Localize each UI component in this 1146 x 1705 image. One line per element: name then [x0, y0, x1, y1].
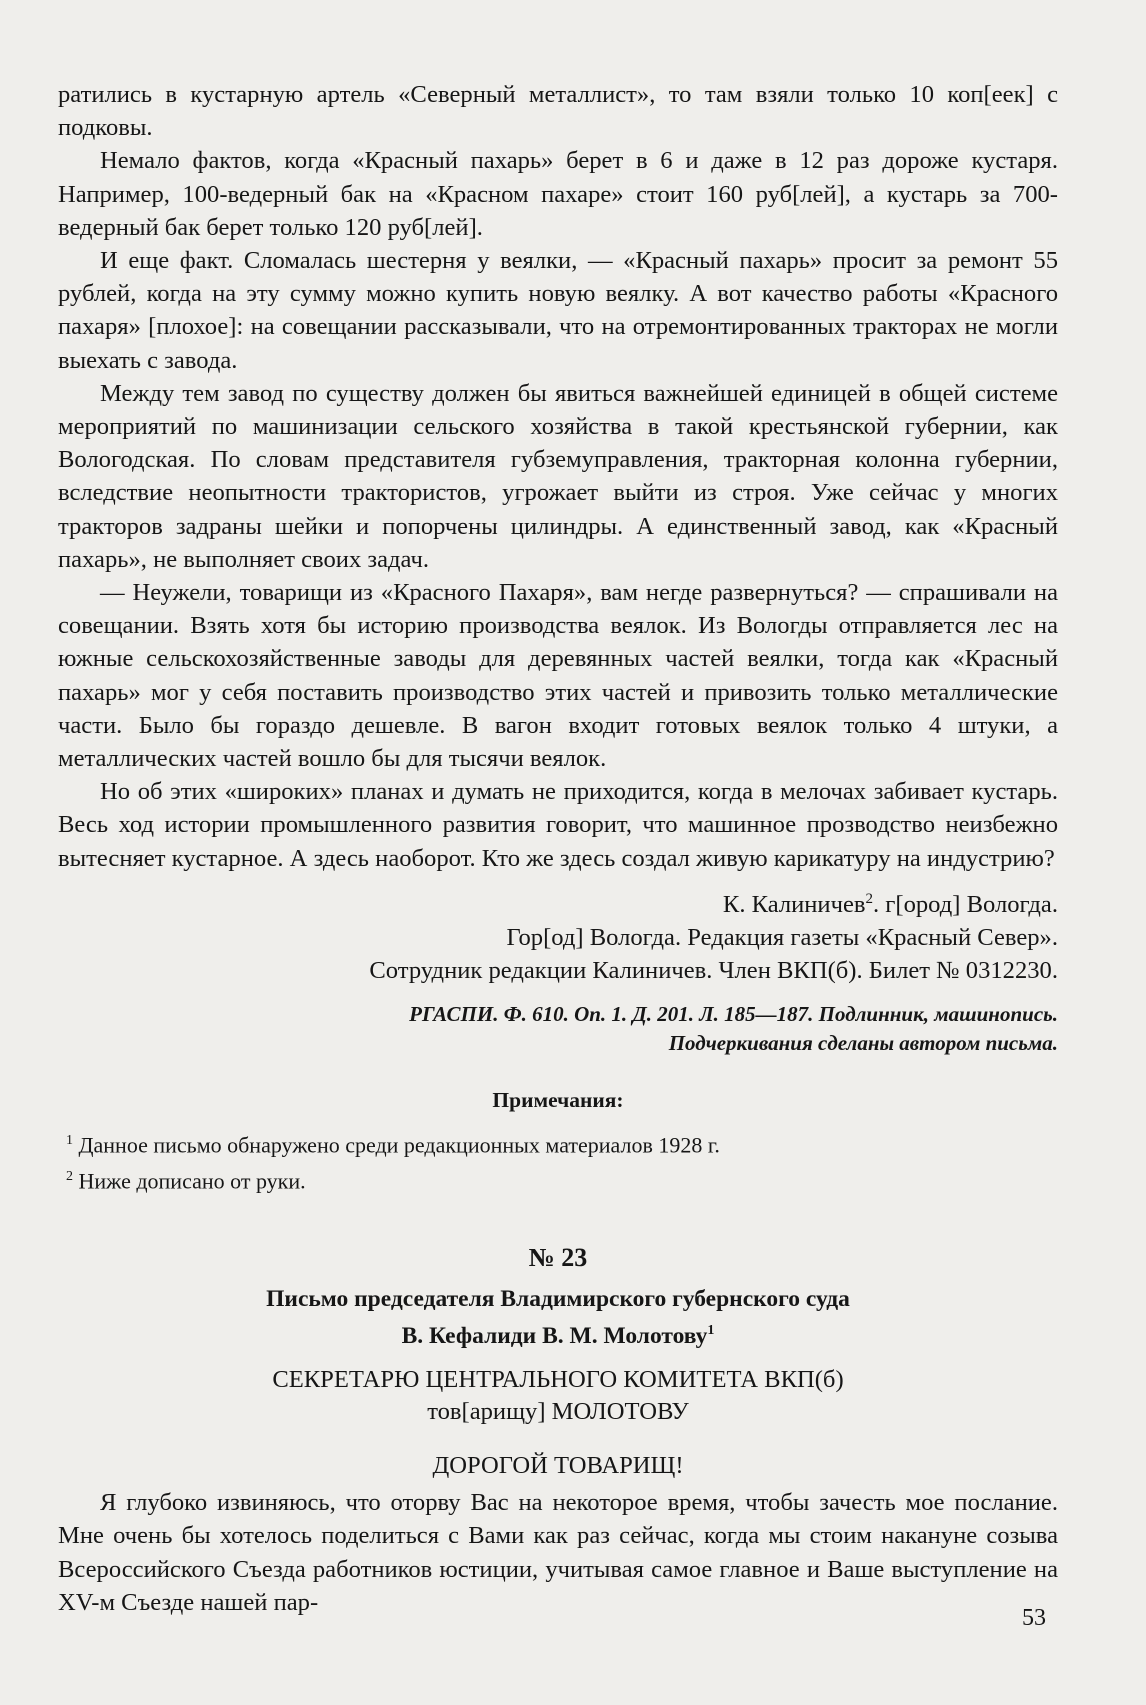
page-number: 53: [1022, 1605, 1046, 1631]
document-title-footnote-marker: 1: [707, 1323, 715, 1339]
signature-line-3: Сотрудник редакции Калиничев. Член ВКП(б). Билет № 0312230.: [369, 957, 1058, 985]
signature-author: К. Калиничев: [722, 891, 866, 919]
note-2-marker: 2: [66, 1169, 73, 1184]
document-title-names: В. Кефалиди В. М. Молотову: [401, 1323, 708, 1350]
paragraph-4: Между тем завод по существу должен бы явиться важнейшей единицей в общей системе мероприятий по машинизации сельского хозяйства в такой крестьянской губернии, как Вологодская. По словам представителя губземуправления, тракторная колонна губернии, вследствие неопытности трактористов, угрожает выйти из строя. Уже сейчас у многих тракторов задраны шейки и попорчены цилиндры. А единственный завод, как «Красный пахарь», не выполняет своих задач.: [58, 379, 1058, 573]
note-1-text: Данное письмо обнаружено среди редакционных материалов 1928 г.: [78, 1132, 720, 1157]
salutation: ДОРОГОЙ ТОВАРИЩ!: [432, 1452, 684, 1480]
note-2: [66, 1161, 1058, 1197]
document-title-line-1: Письмо председателя Владимирского губернского суда: [266, 1286, 850, 1313]
note-1-marker: 1: [66, 1132, 73, 1148]
paragraph-1: ратились в кустарную артель «Северный металлист», то там взяли только 10 коп[еек] с подковы.: [58, 81, 1058, 142]
paragraph-6: Но об этих «широких» планах и думать не приходится, когда в мелочах забивает кустарь. Весь ход истории промышленного развития говорит, что машинное прозводство неизбежно вытесняет кустарное. А здесь наоборот. Кто же здесь создал живую карикатуру на индустрию?: [58, 778, 1058, 872]
document-page: [58, 78, 1058, 1619]
underline-note: Подчеркивания сделаны автором письма.: [668, 1030, 1058, 1055]
letter-body-paragraph: Я глубоко извиняюсь, что оторву Вас на некоторое время, чтобы зачесть мое послание. Мне очень бы хотелось поделиться с Вами как раз сейчас, когда мы стоим накануне созыва Всероссийского Съезда работников юстиции, учитывая самое главное и Ваше выступление на XV-м Съезде нашей пар-: [58, 1489, 1058, 1616]
paragraph-5: — Неужели, товарищи из «Красного Пахаря», вам негде развернуться? — спрашивали на совещании. Взять хотя бы историю производства веялок. Из Вологды отправляется лес на южные сельскохозяйственные заводы для деревянных частей веялки, тогда как «Красный пахарь» мог у себя поставить производство этих частей и привозить только металлические части. Было бы гораздо дешевле. В вагон входит готовых веялок только 4 штуки, а металлических частей вошло бы для тысячи веялок.: [58, 579, 1058, 773]
signature-line-1: [58, 883, 1058, 921]
document-title-line-2: [58, 1315, 1058, 1352]
footnote-marker-2: 2: [865, 890, 873, 907]
paragraph-2: Немало фактов, когда «Красный пахарь» берет в 6 и даже в 12 раз дороже кустаря. Например, 100-ведерный бак на «Красном пахаре» стоит 160 руб[лей], а кустарь за 700-ведерный бак берет только 120 руб[лей].: [58, 147, 1058, 241]
note-1: [66, 1125, 1058, 1161]
notes-heading: Примечания:: [492, 1087, 624, 1112]
note-2-text: Ниже дописано от руки.: [78, 1168, 306, 1194]
archive-source: РГАСПИ. Ф. 610. Оп. 1. Д. 201. Л. 185—187. Подлинник, машинопись.: [409, 1001, 1058, 1026]
signature-city: . г[ород] Вологда.: [873, 891, 1058, 919]
signature-line-2: Гор[од] Вологда. Редакция газеты «Красный Север».: [506, 924, 1058, 952]
document-number: № 23: [528, 1243, 588, 1273]
addressee-line-2: тов[арищу] МОЛОТОВУ: [427, 1398, 689, 1426]
addressee-line-1: СЕКРЕТАРЮ ЦЕНТРАЛЬНОГО КОМИТЕТА ВКП(б): [272, 1366, 844, 1394]
paragraph-3: И еще факт. Сломалась шестерня у веялки, — «Красный пахарь» просит за ремонт 55 рублей, когда на эту сумму можно купить новую веялку. А вот качество работы «Красного пахаря» [плохое]: на совещании рассказывали, что на отремонтированных тракторах не могли выехать с завода.: [58, 247, 1058, 374]
